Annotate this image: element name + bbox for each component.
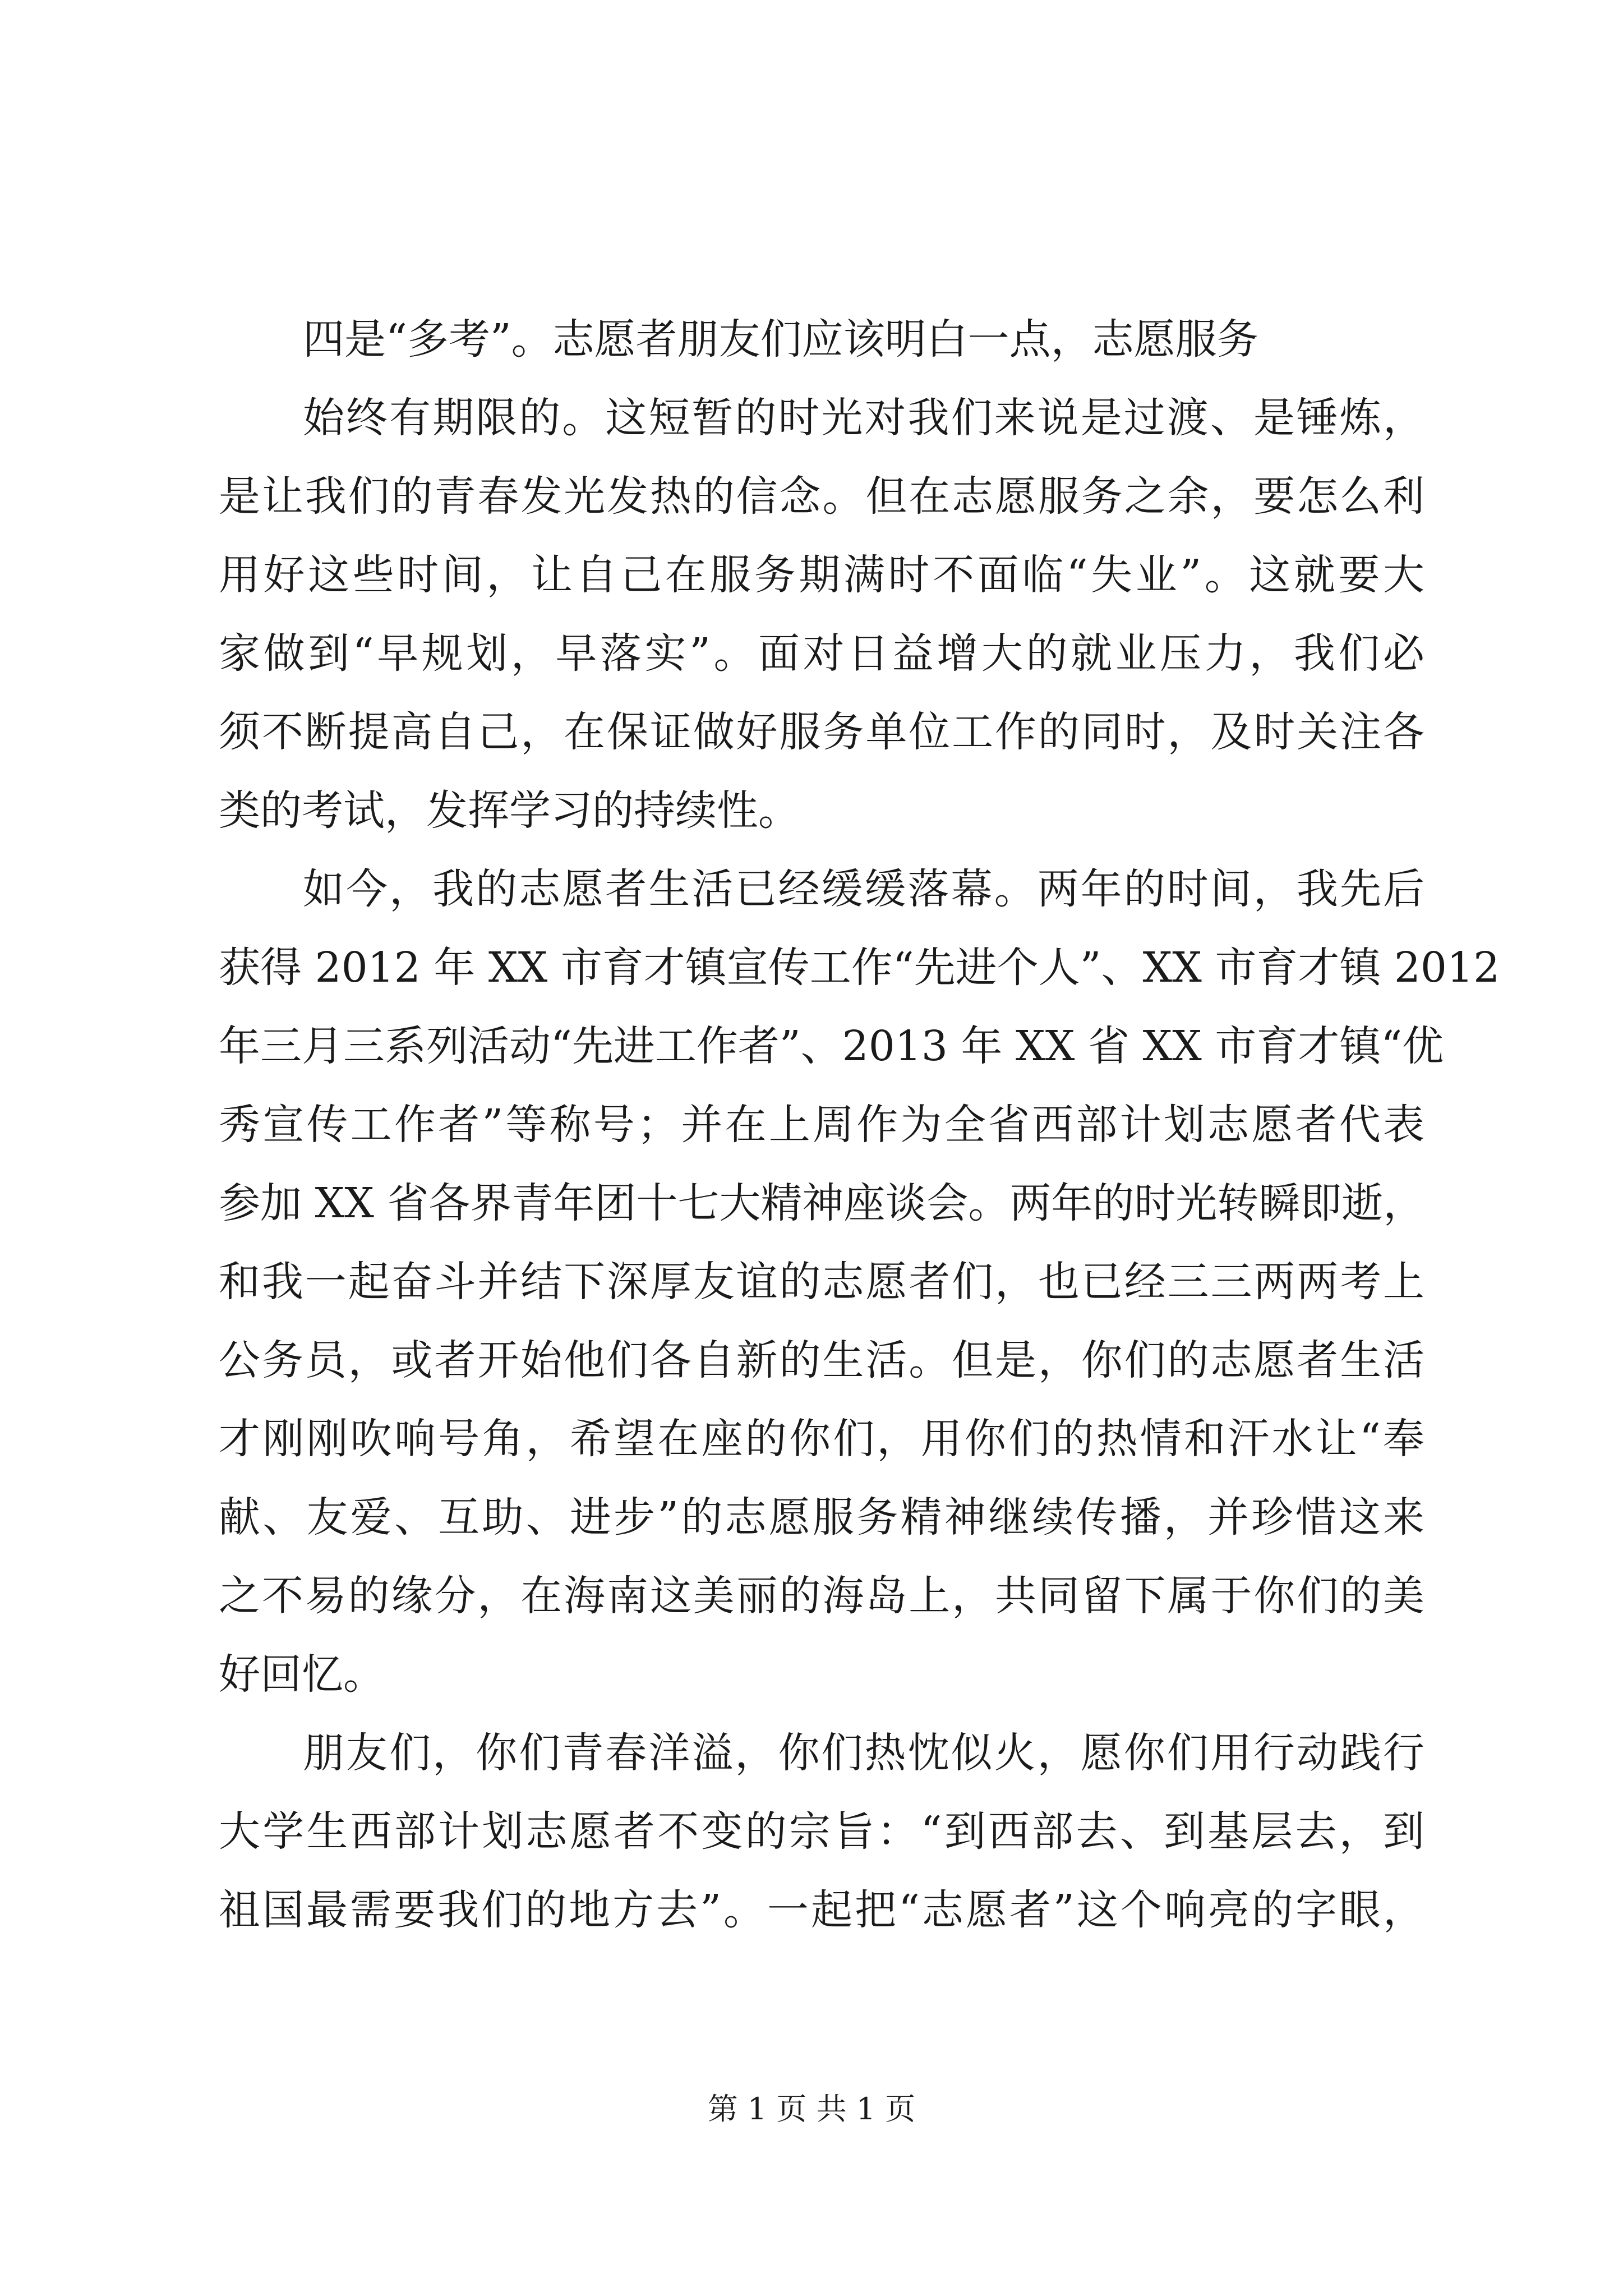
paragraph-line: 献、友爱、互助、进步”的志愿服务精神继续传播，并珍惜这来 (219, 1493, 1424, 1542)
paragraph-line: 用好这些时间，让自己在服务期满时不面临“失业”。这就要大 (219, 551, 1424, 599)
page-footer (0, 2087, 1623, 2132)
paragraph-line: 获得 2012 年 XX 市育才镇宣传工作“先进个人”、XX 市育才镇 2012 (219, 944, 1500, 992)
paragraph-line: 之不易的缘分，在海南这美丽的海岛上，共同留下属于你们的美 (219, 1572, 1424, 1620)
paragraph-line: 四是“多考”。志愿者朋友们应该明白一点，志愿服务 (303, 315, 1258, 364)
paragraph-line: 年三月三系列活动“先进工作者”、2013 年 XX 省 XX 市育才镇“优 (219, 1022, 1444, 1070)
paragraph-line: 是让我们的青春发光发热的信念。但在志愿服务之余，要怎么利 (219, 472, 1424, 521)
paragraph-line: 好回忆。 (219, 1650, 385, 1699)
paragraph-line: 秀宣传工作者”等称号；并在上周作为全省西部计划志愿者代表 (219, 1101, 1424, 1149)
paragraph-line: 祖国最需要我们的地方去”。一起把“志愿者”这个响亮的字眼， (219, 1886, 1424, 1934)
paragraph-line: 始终有期限的。这短暂的时光对我们来说是过渡、是锤炼， (303, 394, 1424, 442)
paragraph-line: 公务员，或者开始他们各自新的生活。但是，你们的志愿者生活 (219, 1336, 1424, 1384)
page-number-label: 第 1 页 共 1 页 (707, 2091, 916, 2127)
paragraph-line: 大学生西部计划志愿者不变的宗旨：“到西部去、到基层去，到 (219, 1807, 1424, 1856)
paragraph-line: 朋友们，你们青春洋溢，你们热忱似火，愿你们用行动践行 (303, 1729, 1424, 1777)
paragraph-line: 类的考试，发挥学习的持续性。 (219, 786, 800, 835)
paragraph-line: 须不断提高自己，在保证做好服务单位工作的同时，及时关注各 (219, 708, 1424, 756)
paragraph-line: 如今，我的志愿者生活已经缓缓落幕。两年的时间，我先后 (303, 865, 1424, 913)
paragraph-line: 家做到“早规划，早落实”。面对日益增大的就业压力，我们必 (219, 629, 1424, 678)
document-body (219, 300, 1500, 1949)
paragraph-line: 参加 XX 省各界青年团十七大精神座谈会。两年的时光转瞬即逝， (219, 1179, 1425, 1227)
paragraph-line: 才刚刚吹响号角，希望在座的你们，用你们的热情和汗水让“奉 (219, 1415, 1424, 1463)
paragraph-line: 和我一起奋斗并结下深厚友谊的志愿者们，也已经三三两两考上 (219, 1258, 1424, 1306)
